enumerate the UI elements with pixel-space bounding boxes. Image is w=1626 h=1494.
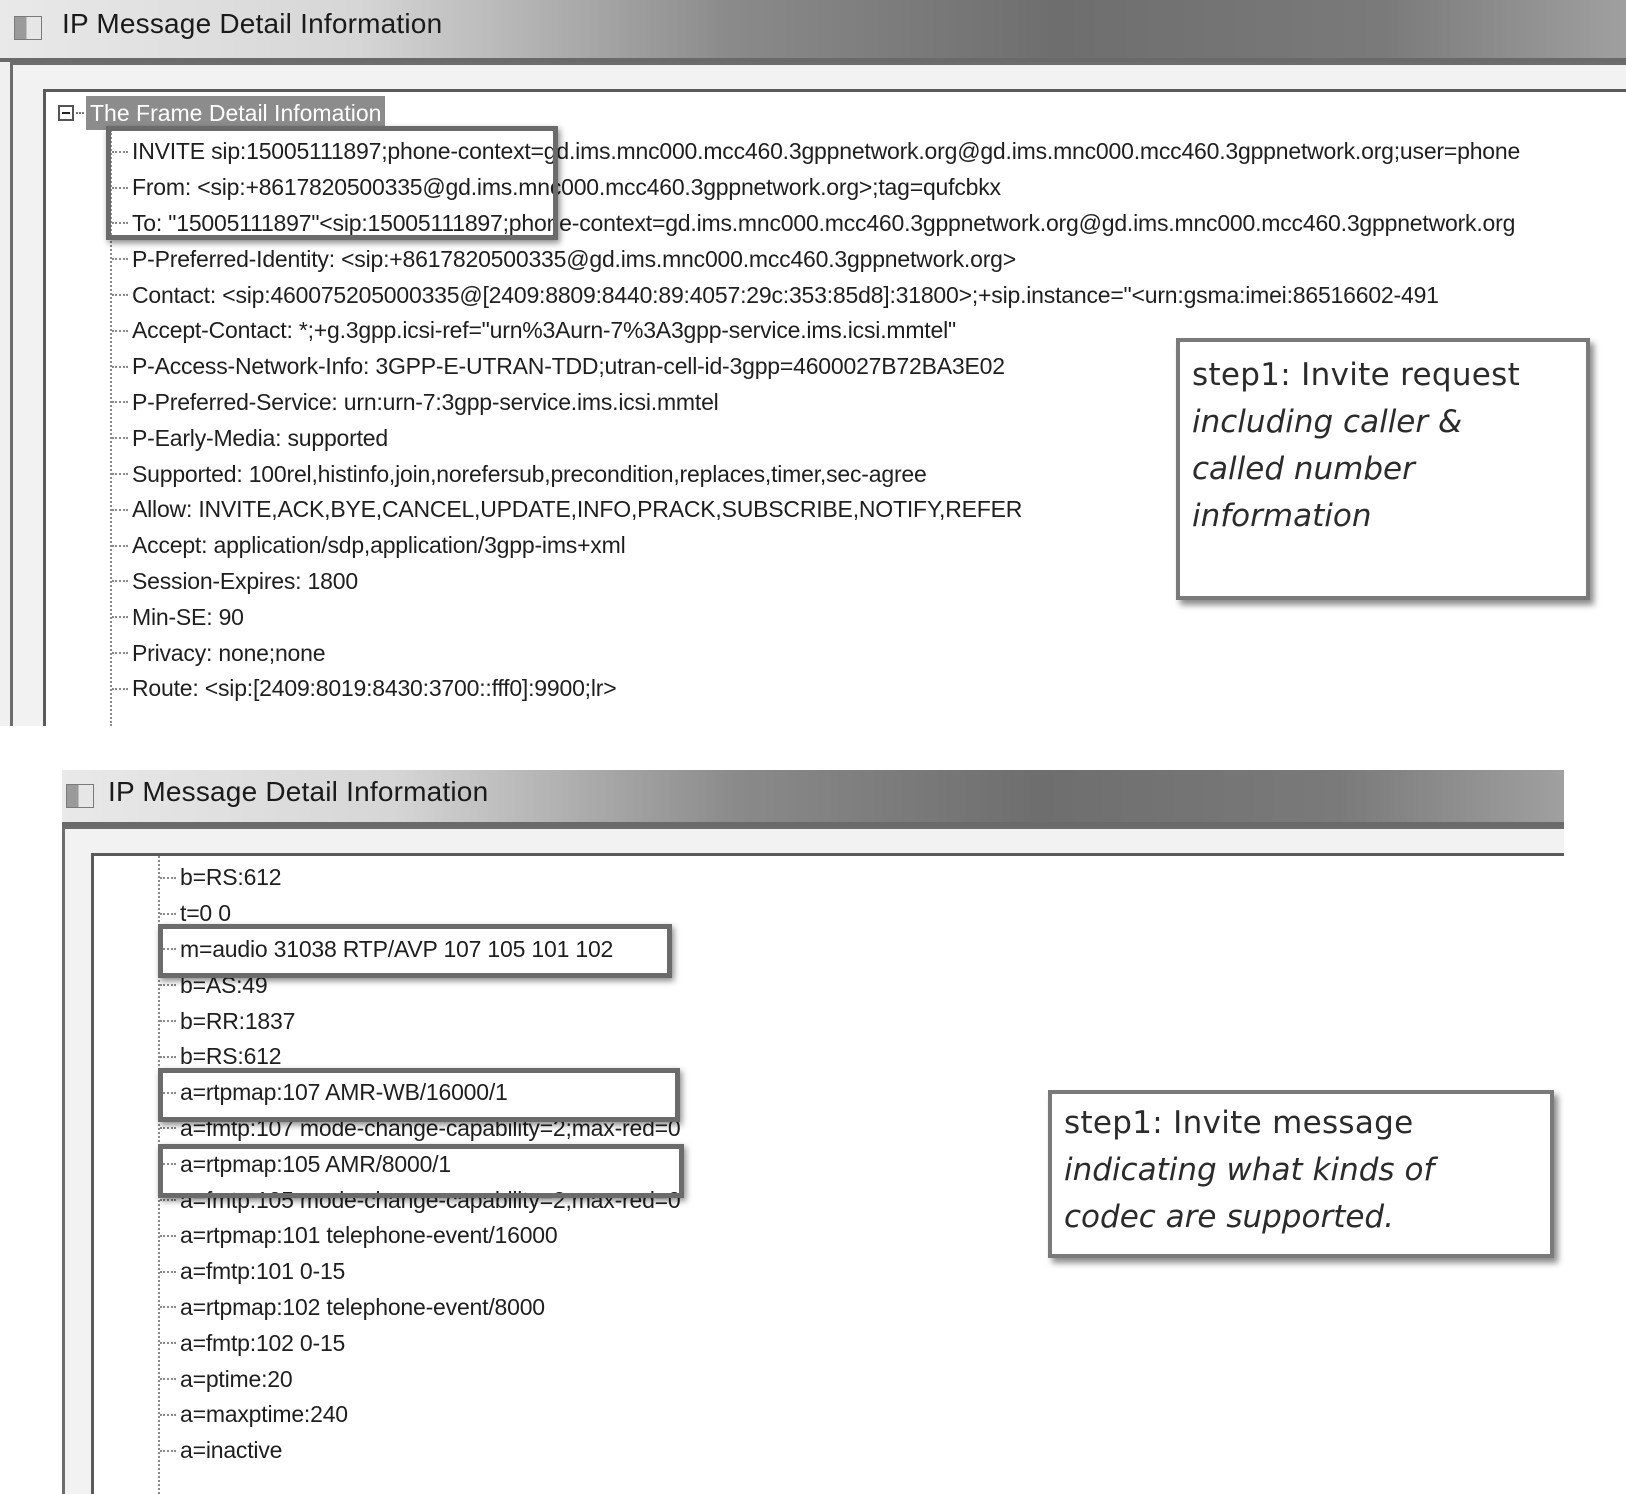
tree-connector [112,545,128,547]
row-text: a=ptime:20 [180,1365,293,1392]
tree-connector [160,1235,176,1237]
tree-connector [160,1271,176,1273]
title-bar[interactable] [0,0,1626,62]
row-text: a=maxptime:240 [180,1401,348,1428]
tree-connector [112,330,128,332]
row-text: P-Access-Network-Info: 3GPP-E-UTRAN-TDD;utran-cell-id-3gpp=4600027B72BA3E02 [132,353,1005,380]
row-text: To: "15005111897"<sip:15005111897;phone-context=gd.ims.mnc000.mcc460.3gppnetwork.org@gd.ims.mnc000.mcc460.3gppnetwork.org [132,209,1516,236]
tree-connector [76,112,84,114]
tree-connector [112,509,128,511]
row-text: b=AS:49 [180,971,268,998]
window-app-icon [14,16,42,40]
tree-connector [112,294,128,296]
tree-connector [112,401,128,403]
annotation-callout-codecs [1048,1090,1554,1258]
row-text: P-Early-Media: supported [132,424,388,451]
tree-row-sdp-rtpmap-amr-wb[interactable] [160,1075,681,1111]
tree-row-sdp[interactable] [160,860,681,896]
tree-root-label[interactable]: The Frame Detail Infomation [86,96,385,130]
tree-connector [160,1450,176,1452]
row-text: Accept: application/sdp,application/3gpp-ims+xml [132,532,626,559]
row-text: Allow: INVITE,ACK,BYE,CANCEL,UPDATE,INFO,PRACK,SUBSCRIBE,NOTIFY,REFER [132,496,1023,523]
tree-connector [112,437,128,439]
tree-connector [160,1127,176,1129]
tree-connector [112,258,128,260]
tree-connector [160,1163,176,1165]
row-text: b=RS:612 [180,1043,282,1070]
row-text: Privacy: none;none [132,639,326,666]
row-text: t=0 0 [180,900,231,927]
tree-connector [112,187,128,189]
tree-row-sdp[interactable] [160,1433,681,1469]
row-text: b=RS:612 [180,864,282,891]
tree-row-sdp-media[interactable] [160,932,681,968]
tree-connector [160,984,176,986]
annotation-callout-caller-called [1176,338,1590,600]
tree-connector [112,616,128,618]
row-text: Contact: <sip:460075205000335@[2409:8809:8440:89:4057:29c:353:85d8]:31800>;+sip.instance="<urn:gsma:imei:86516602-491 [132,281,1439,308]
row-text: a=rtpmap:102 telephone-event/8000 [180,1293,545,1320]
row-text: Session-Expires: 1800 [132,567,358,594]
tree-row-sdp[interactable] [160,1325,681,1361]
row-text: a=inactive [180,1437,283,1464]
window-title: IP Message Detail Information [62,8,443,39]
tree-row-sdp[interactable] [160,1254,681,1290]
tree-row-sdp[interactable] [160,967,681,1003]
tree-row-from[interactable] [112,170,1520,206]
row-text: a=fmtp:105 mode-change-capability=2;max-red=0 [180,1186,681,1213]
row-text: Route: <sip:[2409:8019:8430:3700::fff0]:9900;lr> [132,675,617,702]
tree-connector [112,688,128,690]
callout-heading: step1: Invite message [1064,1105,1414,1141]
tree-row-sdp[interactable] [160,1003,681,1039]
tree-connector [112,222,128,224]
row-text: a=rtpmap:105 AMR/8000/1 [180,1150,451,1177]
row-text: Supported: 100rel,histinfo,join,norefersub,precondition,replaces,timer,sec-agree [132,460,927,487]
tree-row-privacy[interactable] [112,635,1520,671]
tree-connector [160,877,176,879]
callout-body-line: indicating what kinds of [1064,1152,1435,1188]
collapse-icon[interactable] [58,105,74,121]
tree-connector [112,652,128,654]
tree-connector [160,948,176,950]
tree-connector [160,1199,176,1201]
tree-connector [112,366,128,368]
tree-row-to[interactable] [112,206,1520,242]
tree-connector [160,1020,176,1022]
tree-row-min-se[interactable] [112,599,1520,635]
tree-connector [160,1056,176,1058]
sdp-line-list [160,860,681,1469]
row-text: a=fmtp:101 0-15 [180,1258,346,1285]
row-text: m=audio 31038 RTP/AVP 107 105 101 102 [180,935,614,962]
tree-connector [160,1378,176,1380]
row-text: a=rtpmap:107 AMR-WB/16000/1 [180,1079,508,1106]
tree-connector [112,151,128,153]
tree-row-request-line[interactable] [112,134,1520,170]
tree-row-sdp[interactable] [160,1218,681,1254]
tree-row-sdp[interactable] [160,1111,681,1147]
callout-body-line: including caller & [1192,404,1463,440]
row-text: a=rtpmap:101 telephone-event/16000 [180,1222,558,1249]
tree-connector [112,580,128,582]
tree-row-sdp[interactable] [160,1182,681,1218]
callout-body-line: information [1192,498,1372,534]
row-text: P-Preferred-Identity: <sip:+8617820500335@gd.ims.mnc000.mcc460.3gppnetwork.org> [132,245,1016,272]
tree-row-sdp[interactable] [160,1361,681,1397]
tree-row-sdp[interactable] [160,896,681,932]
title-bar[interactable] [62,770,1564,826]
tree-row-contact[interactable] [112,277,1520,313]
row-text: P-Preferred-Service: urn:urn-7:3gpp-service.ims.icsi.mmtel [132,388,719,415]
callout-body-line: codec are supported. [1064,1199,1394,1235]
tree-row-sdp-rtpmap-amr[interactable] [160,1146,681,1182]
row-text: b=RR:1837 [180,1007,296,1034]
window-title: IP Message Detail Information [108,776,489,807]
tree-connector [160,1092,176,1094]
tree-row-sdp[interactable] [160,1290,681,1326]
callout-body-line: called number [1192,451,1415,487]
tree-connector [160,1414,176,1416]
tree-connector [112,473,128,475]
row-text: Accept-Contact: *;+g.3gpp.icsi-ref="urn%3Aurn-7%3A3gpp-service.ims.icsi.mmtel" [132,317,956,344]
tree-row-sdp[interactable] [160,1039,681,1075]
tree-row-p-preferred-identity[interactable] [112,241,1520,277]
row-text: From: <sip:+8617820500335@gd.ims.mnc000.mcc460.3gppnetwork.org>;tag=qufcbkx [132,174,1001,201]
window-app-icon [66,784,94,808]
row-text: a=fmtp:102 0-15 [180,1329,346,1356]
tree-row-route[interactable] [112,671,1520,707]
tree-row-sdp[interactable] [160,1397,681,1433]
row-text: Min-SE: 90 [132,603,244,630]
tree-connector [160,913,176,915]
callout-heading: step1: Invite request [1192,357,1521,393]
tree-connector [160,1342,176,1344]
row-text: INVITE sip:15005111897;phone-context=gd.ims.mnc000.mcc460.3gppnetwork.org@gd.ims.mnc000.mcc460.3gppnetwork.org;user=phone [132,138,1521,165]
tree-root-node[interactable] [58,96,385,130]
row-text: a=fmtp:107 mode-change-capability=2;max-red=0 [180,1114,681,1141]
tree-connector [160,1306,176,1308]
